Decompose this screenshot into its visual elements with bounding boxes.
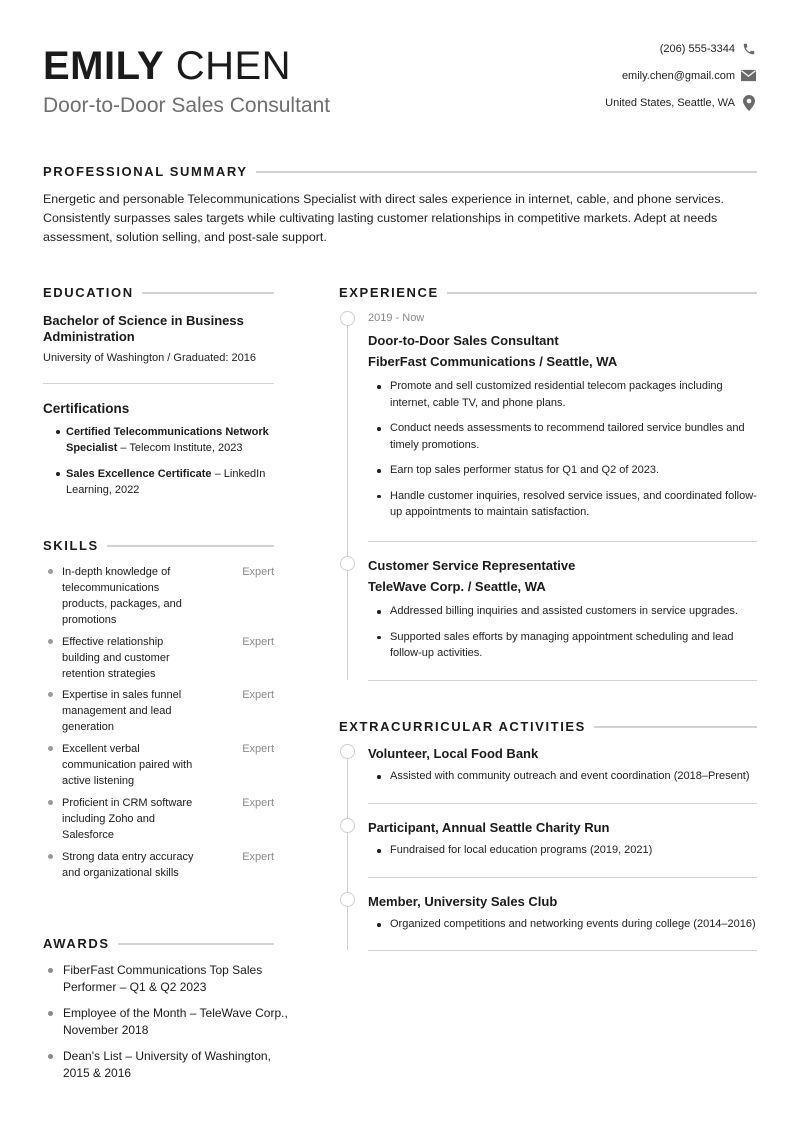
activity-bullets xyxy=(368,768,788,794)
bullet-dot xyxy=(48,746,53,751)
job-title: Door-to-Door Sales Consultant xyxy=(368,333,559,348)
skill-level: Expert xyxy=(242,743,274,755)
activity-title: Member, University Sales Club xyxy=(368,894,558,909)
job-title: Door-to-Door Sales Consultant xyxy=(43,94,331,117)
activity-bullets xyxy=(368,842,788,868)
extracurricular-heading xyxy=(339,719,757,734)
map-pin-icon xyxy=(741,95,756,110)
activity-bullet: Fundraised for local education programs (2019, 2021) xyxy=(368,842,788,859)
skill-text: Proficient in CRM software including Zoho and Salesforce xyxy=(62,797,193,841)
last-name: CHEN xyxy=(175,44,292,88)
phone-icon xyxy=(741,41,756,56)
skills-heading-text: SKILLS xyxy=(43,538,99,553)
education-divider xyxy=(43,383,274,384)
skill-text: Excellent verbal communication paired with active listening xyxy=(62,743,193,787)
activity-divider xyxy=(368,950,757,951)
timeline-marker xyxy=(340,556,355,571)
extracurricular-rule xyxy=(594,726,757,728)
job-bullet: Supported sales efforts by managing appointment scheduling and lead follow-up activities. xyxy=(368,629,764,662)
education-rule xyxy=(142,292,274,294)
certifications-heading: Certifications xyxy=(43,401,130,416)
award-text: Dean's List – University of Washington, 2015 & 2016 xyxy=(63,1049,271,1080)
job-divider xyxy=(368,541,757,542)
activity-divider xyxy=(368,877,757,878)
job-date: 2019 - Now xyxy=(368,312,425,324)
education-heading xyxy=(43,285,274,300)
awards-heading xyxy=(43,936,274,951)
contact-email xyxy=(622,68,756,83)
job-divider xyxy=(368,680,757,681)
cert-org: – LinkedIn Learning, 2022 xyxy=(66,468,266,496)
job-bullet: Promote and sell customized residential telecom packages including internet, cable TV, and phone plans. xyxy=(368,378,764,411)
job-company: FiberFast Communications / Seattle, WA xyxy=(368,354,618,369)
bullet-dot xyxy=(48,1054,53,1059)
job-bullet: Addressed billing inquiries and assisted customers in service upgrades. xyxy=(368,603,764,620)
awards-rule xyxy=(118,943,274,945)
skill-level: Expert xyxy=(242,636,274,648)
skills-rule xyxy=(107,545,274,547)
experience-heading-text: EXPERIENCE xyxy=(339,285,439,300)
skill-level: Expert xyxy=(242,689,274,701)
extracurricular-heading-text: EXTRACURRICULAR ACTIVITIES xyxy=(339,719,586,734)
skills-heading xyxy=(43,538,274,553)
award-text: Employee of the Month – TeleWave Corp., November 2018 xyxy=(63,1006,288,1037)
bullet-dot xyxy=(48,968,53,973)
activities-timeline xyxy=(347,752,348,950)
contact-phone xyxy=(660,41,756,56)
job-bullet: Handle customer inquiries, resolved service issues, and coordinated follow-up appointments to maintain satisfaction. xyxy=(368,488,764,521)
activity-title: Participant, Annual Seattle Charity Run xyxy=(368,820,610,835)
bullet-dot xyxy=(48,1011,53,1016)
job-bullet: Earn top sales performer status for Q1 and Q2 of 2023. xyxy=(368,462,764,479)
timeline-marker xyxy=(340,744,355,759)
activity-divider xyxy=(368,803,757,804)
summary-heading xyxy=(43,164,757,179)
activity-title: Volunteer, Local Food Bank xyxy=(368,746,539,761)
job-bullet: Conduct needs assessments to recommend tailored service bundles and timely promotions. xyxy=(368,420,764,453)
school: University of Washington / Graduated: 2016 xyxy=(43,352,256,364)
experience-rule xyxy=(447,292,757,294)
job-bullets xyxy=(368,603,764,671)
skill-text: Expertise in sales funnel management and lead generation xyxy=(62,689,182,733)
summary-heading-text: PROFESSIONAL SUMMARY xyxy=(43,164,248,179)
location-text: United States, Seattle, WA xyxy=(605,96,735,109)
summary-text: Energetic and personable Telecommunications Specialist with direct sales experience in internet, cable, and phone services. Consistently surpasses sales targets while cultivating lasting customer relationships in competitive markets. Adept at needs assessment, solution selling, and post-sale support. xyxy=(43,192,724,244)
skill-level: Expert xyxy=(242,851,274,863)
award-text: FiberFast Communications Top Sales Performer – Q1 & Q2 2023 xyxy=(63,963,263,994)
bullet-dot xyxy=(48,639,53,644)
candidate-name xyxy=(43,44,291,88)
bullet-dot xyxy=(48,800,53,805)
timeline-marker xyxy=(340,892,355,907)
cert-item xyxy=(54,466,280,498)
phone-text: (206) 555-3344 xyxy=(659,42,735,55)
skill-text: In-depth knowledge of telecommunications products, packages, and promotions xyxy=(62,566,182,626)
contact-location xyxy=(605,95,756,110)
bullet-dot xyxy=(48,569,53,574)
cert-org: – Telecom Institute, 2023 xyxy=(117,442,243,454)
skill-level: Expert xyxy=(242,797,274,809)
envelope-icon xyxy=(741,68,756,83)
experience-timeline xyxy=(347,318,348,680)
bullet-dot xyxy=(48,854,53,859)
job-title: Customer Service Representative xyxy=(368,558,576,573)
experience-heading xyxy=(339,285,757,300)
timeline-marker xyxy=(340,311,355,326)
bullet-dot xyxy=(48,692,53,697)
job-bullets xyxy=(368,378,764,530)
skill-level: Expert xyxy=(242,566,274,578)
timeline-marker xyxy=(340,818,355,833)
cert-name: Certified Telecommunications Network Specialist xyxy=(66,426,269,454)
activity-bullet: Assisted with community outreach and event coordination (2018–Present) xyxy=(368,768,788,785)
cert-name: Sales Excellence Certificate xyxy=(66,468,212,480)
skill-text: Effective relationship building and customer retention strategies xyxy=(62,636,170,680)
skill-text: Strong data entry accuracy and organizational skills xyxy=(62,851,194,879)
education-heading-text: EDUCATION xyxy=(43,285,134,300)
certifications-list xyxy=(54,424,280,508)
email-text: emily.chen@gmail.com xyxy=(621,69,735,82)
activity-bullets xyxy=(368,916,788,942)
activity-bullet: Organized competitions and networking events during college (2014–2016) xyxy=(368,916,788,933)
first-name: EMILY xyxy=(43,44,165,88)
summary-rule xyxy=(256,171,757,173)
job-company: TeleWave Corp. / Seattle, WA xyxy=(368,579,546,594)
degree: Bachelor of Science in Business Administration xyxy=(43,313,244,344)
awards-heading-text: AWARDS xyxy=(43,936,110,951)
cert-item xyxy=(54,424,280,456)
